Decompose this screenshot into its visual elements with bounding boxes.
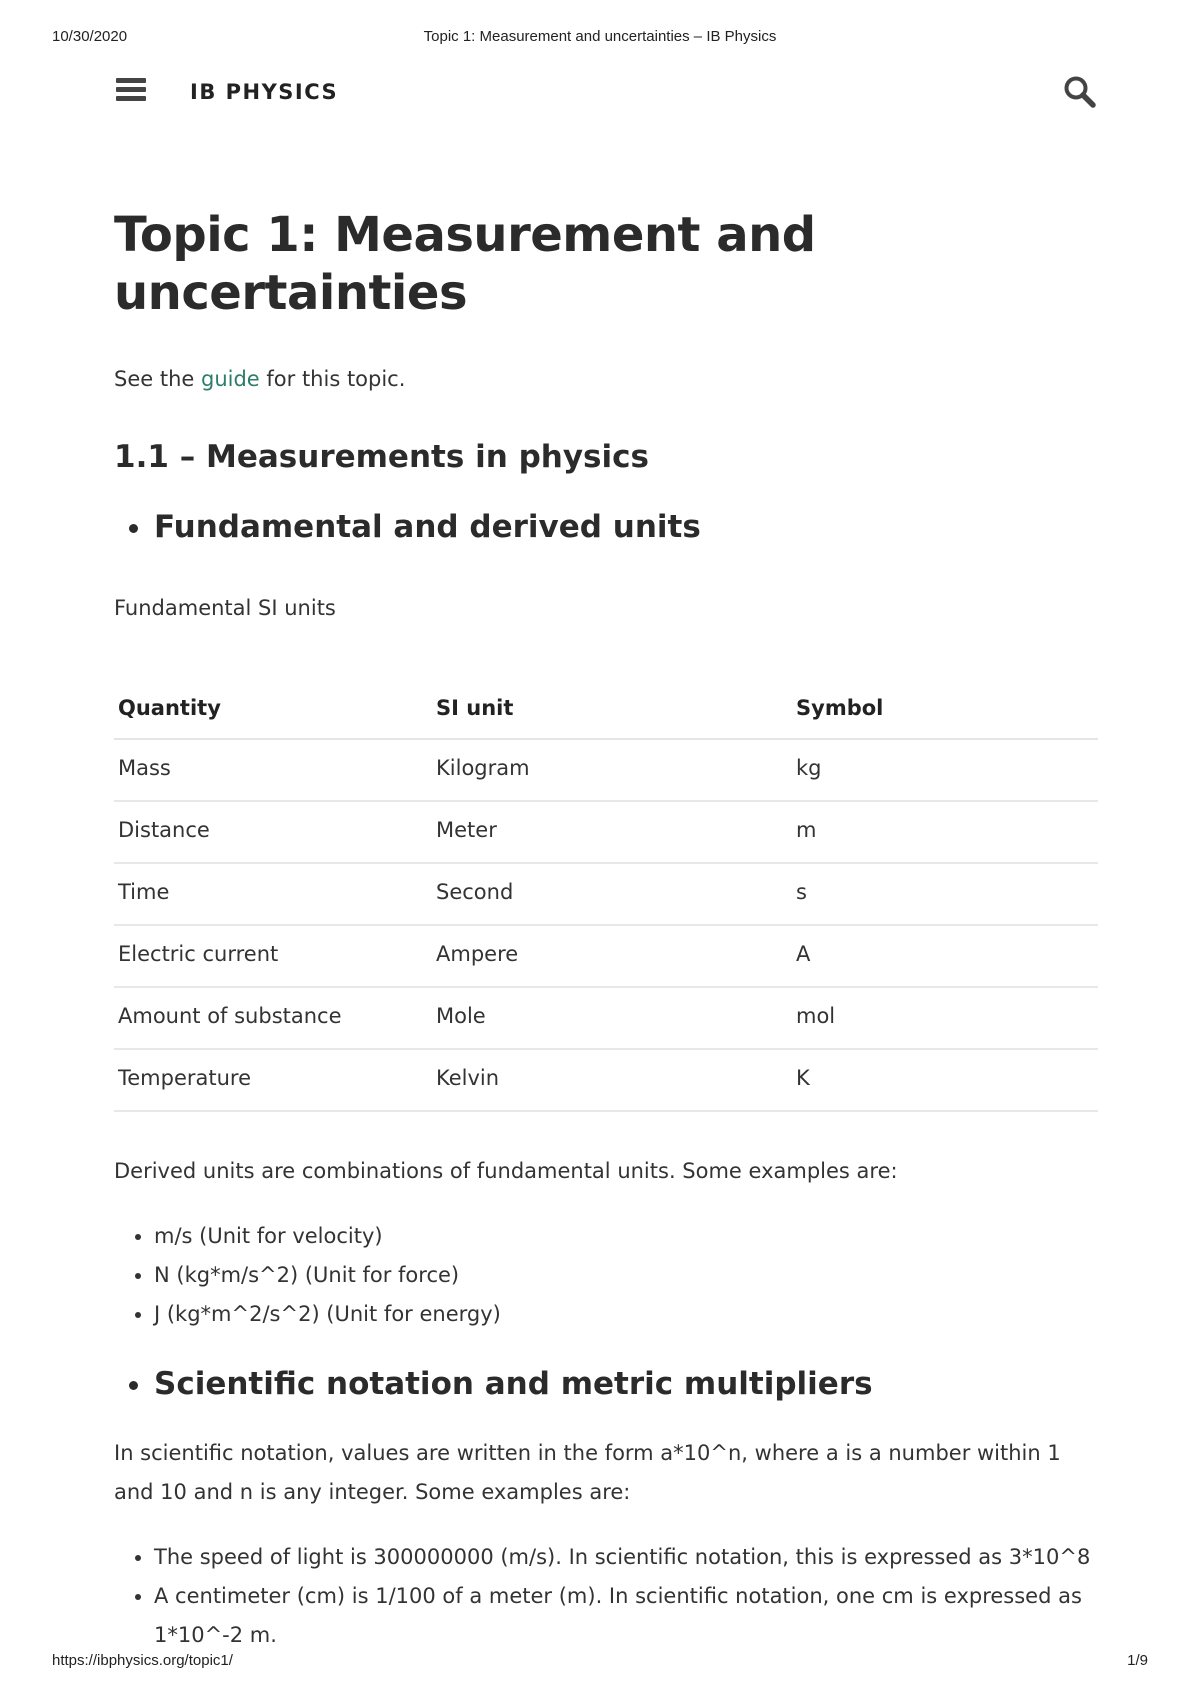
- table-cell: Mass: [114, 739, 432, 801]
- table-cell: Ampere: [432, 925, 792, 987]
- print-header: [0, 28, 1200, 48]
- table-cell: K: [792, 1049, 1098, 1111]
- search-icon[interactable]: [1062, 74, 1098, 110]
- table-cell: Kelvin: [432, 1049, 792, 1111]
- print-page-number: 1/9: [1127, 1652, 1148, 1669]
- table-cell: Electric current: [114, 925, 432, 987]
- table-cell: s: [792, 863, 1098, 925]
- print-footer: [0, 1652, 1200, 1672]
- table-cell: Amount of substance: [114, 987, 432, 1049]
- column-header-si-unit: SI unit: [432, 680, 792, 739]
- column-header-symbol: Symbol: [792, 680, 1098, 739]
- table-cell: A: [792, 925, 1098, 987]
- table-row: [114, 1049, 1098, 1111]
- table-cell: Distance: [114, 801, 432, 863]
- table-cell: Meter: [432, 801, 792, 863]
- subsection-list-scientific: [114, 1364, 1098, 1404]
- section-heading-1-1: 1.1 – Measurements in physics: [114, 439, 649, 475]
- list-item: • N (kg*m/s^2) (Unit for force): [154, 1256, 1098, 1295]
- intro-text-before: See the: [114, 367, 201, 391]
- subsection-list-units: [114, 507, 1098, 547]
- subsection-heading-scientific-notation: • Scientific notation and metric multipliers: [154, 1364, 1098, 1404]
- table-cell: mol: [792, 987, 1098, 1049]
- list-item: • m/s (Unit for velocity): [154, 1217, 1098, 1256]
- table-row: [114, 801, 1098, 863]
- si-units-table: [114, 680, 1098, 1112]
- table-cell: Temperature: [114, 1049, 432, 1111]
- print-page-title: Topic 1: Measurement and uncertainties – IB Physics: [423, 28, 777, 45]
- intro-text-after: for this topic.: [259, 367, 406, 391]
- guide-link[interactable]: guide: [200, 367, 260, 391]
- scientific-notation-paragraph: In scientific notation, values are written in the form a*10^n, where a is a number within 1 and 10 and n is any integer. Some examples are:: [114, 1441, 1061, 1504]
- table-row: [114, 987, 1098, 1049]
- hamburger-menu-icon[interactable]: [116, 78, 146, 104]
- table-caption: Fundamental SI units: [114, 596, 336, 620]
- derived-units-paragraph: Derived units are combinations of fundamental units. Some examples are:: [114, 1159, 898, 1183]
- site-header: [114, 72, 1098, 114]
- derived-units-list: [114, 1217, 1098, 1334]
- subsection-heading-units: • Fundamental and derived units: [154, 507, 1098, 547]
- intro-paragraph: [114, 360, 1098, 399]
- table-cell: Mole: [432, 987, 792, 1049]
- list-item: • J (kg*m^2/s^2) (Unit for energy): [154, 1295, 1098, 1334]
- table-cell: kg: [792, 739, 1098, 801]
- print-date: 10/30/2020: [52, 28, 128, 45]
- table-cell: m: [792, 801, 1098, 863]
- list-item: • A centimeter (cm) is 1/100 of a meter (m). In scientific notation, one cm is expressed as 1*10^-2 m.: [154, 1577, 1098, 1655]
- table-header-row: [114, 680, 1098, 739]
- column-header-quantity: Quantity: [114, 680, 432, 739]
- scientific-notation-examples: [114, 1538, 1098, 1655]
- table-cell: Kilogram: [432, 739, 792, 801]
- list-item: • The speed of light is 300000000 (m/s). In scientific notation, this is expressed as 3*10^8: [154, 1538, 1098, 1577]
- table-row: [114, 863, 1098, 925]
- print-url: https://ibphysics.org/topic1/: [52, 1652, 233, 1669]
- table-cell: Second: [432, 863, 792, 925]
- table-cell: Time: [114, 863, 432, 925]
- table-row: [114, 739, 1098, 801]
- page-title: Topic 1: Measurement and uncertainties: [114, 207, 816, 321]
- site-title[interactable]: IB PHYSICS: [190, 80, 339, 104]
- article-content: [114, 206, 1098, 1655]
- table-row: [114, 925, 1098, 987]
